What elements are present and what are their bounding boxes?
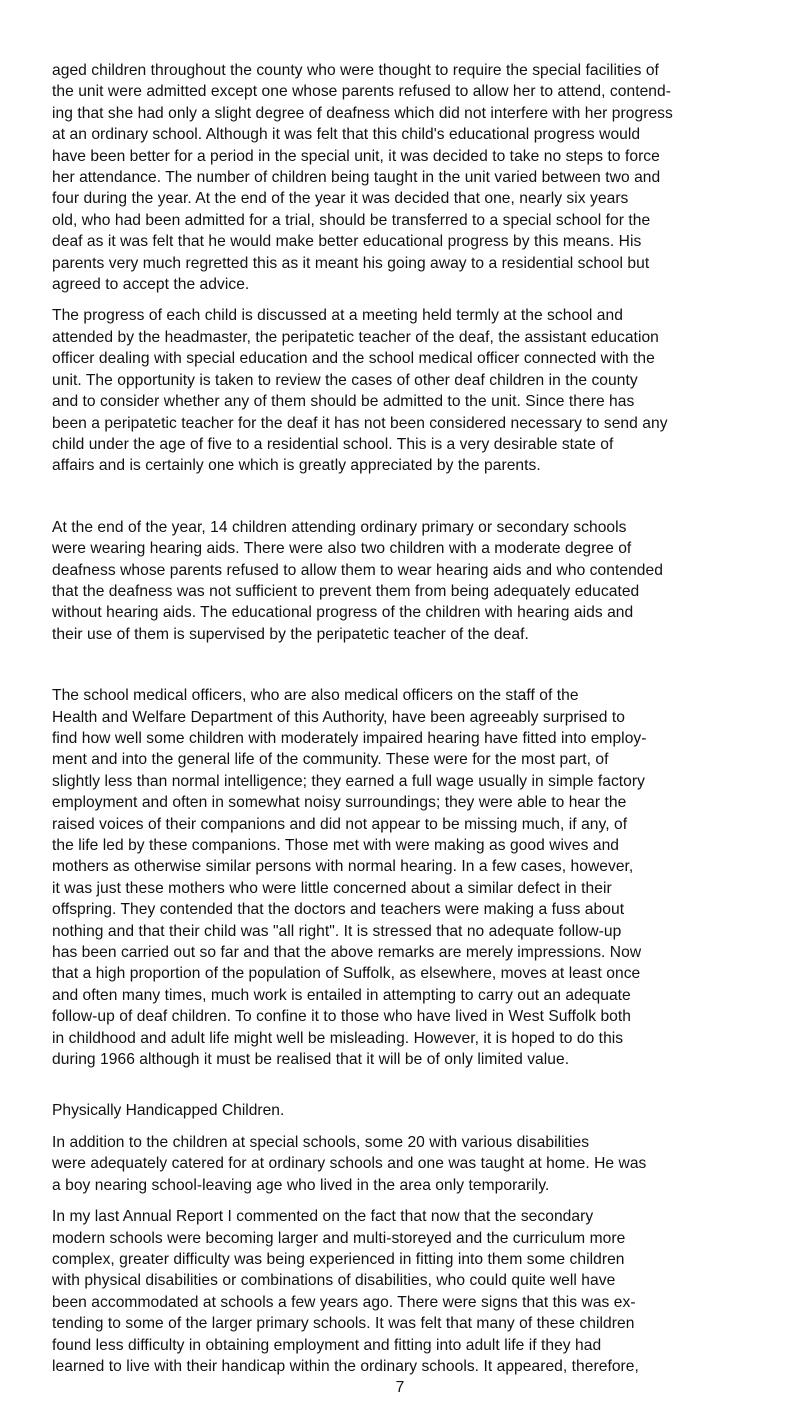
page-number: 7: [395, 1379, 405, 1396]
section-heading-physically-handicapped: Physically Handicapped Children.: [52, 1102, 285, 1120]
document-page: [52, 60, 772, 1377]
paragraph-termly-meeting: The progress of each child is discussed at a meeting held termly at the school and attended by the headmaster, the peripatetic teacher of the deaf, the assistant education officer dealing with special education and the school medical officer connected with the unit. The opportunity is taken to review the cases of other deaf children in the county and to consider whether any of them should be admitted to the unit. Since there has been a peripatetic teacher for the deaf it has not been considered necessary to send any child under the age of five to a residential school. This is a very desirable state of affairs and is certainly one which is greatly appreciated by the parents.: [52, 307, 668, 475]
paragraph-follow-up: The school medical officers, who are also medical officers on the staff of the Health and Welfare Department of this Authority, have been agreeably surprised to find how well some children with moderately impaired hearing have fitted into employ- ment and into the general life of the community. These were for the most part, of slightly less than normal intelligence; they earned a full wage usually in simple factory employment and often in somewhat noisy surroundings; they were able to hear the raised voices of their companions and did not appear to be missing much, if any, of the life led by these companions. Those met with were making as good wives and mothers as otherwise similar persons with normal hearing. In a few cases, however, it was just these mothers who were little concerned about a similar defect in their offspring. They contended that the doctors and teachers were making a fuss about nothing and that their child was "all right". It is stressed that no adequate follow-up has been carried out so far and that the above remarks are merely impressions. Now that a high proportion of the population of Suffolk, as elsewhere, moves at least once and often many times, much work is entailed in attempting to carry out an adequate follow-up of deaf children. To confine it to those who have lived in West Suffolk both in childhood and adult life might well be misleading. However, it is hoped to do this during 1966 although it must be realised that it will be of only limited value.: [52, 687, 647, 1069]
paragraph-unit-admissions: aged children throughout the county who were thought to require the special facilities of the unit were admitted except one whose parents refused to allow her to attend, contend- ing that she had only a slight degree of deafness which did not interfere with her progress at an ordinary school. Although it was felt that this child's educational progress would have been better for a period in the special unit, it was decided to take no steps to force her attendance. The number of children being taught in the unit varied between two and four during the year. At the end of the year it was decided that one, nearly six years old, who had been admitted for a trial, should be transferred to a special school for the deaf as it was felt that he would make better educational progress by this means. His parents very much regretted this as it meant his going away to a residential school but agreed to accept the advice.: [52, 62, 673, 294]
paragraph-ordinary-schools: In addition to the children at special schools, some 20 with various disabilities were adequately catered for at ordinary schools and one was taught at home. He was a boy nearing school-leaving age who lived in the area only temporarily.: [52, 1133, 647, 1194]
paragraph-hearing-aids: At the end of the year, 14 children attending ordinary primary or secondary schools were wearing hearing aids. There were also two children with a moderate degree of deafness whose parents refused to allow them to wear hearing aids and who contended that the deafness was not sufficient to prevent them from being adequately educated without hearing aids. The educational progress of the children with hearing aids and their use of them is supervised by the peripatetic teacher of the deaf.: [52, 518, 663, 643]
paragraph-annual-report: In my last Annual Report I commented on the fact that now that the secondary modern schools were becoming larger and multi-storeyed and the curriculum more complex, greater difficulty was being experienced in fitting into them some children with physical disabilities or combinations of disabilities, who could quite well have been accommodated at schools a few years ago. There were signs that this was ex- tending to some of the larger primary schools. It was felt that many of these children found less difficulty in obtaining employment and fitting into adult life if they had learned to live with their handicap within the ordinary schools. It appeared, therefore,: [52, 1208, 639, 1375]
